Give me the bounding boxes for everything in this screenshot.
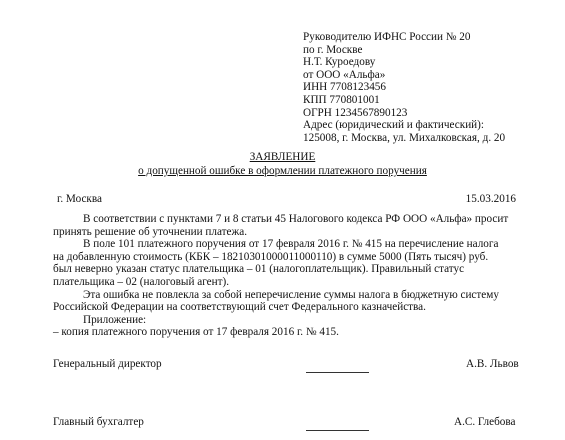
attachment-heading: Приложение: <box>83 313 147 326</box>
document-body <box>53 213 523 339</box>
document-subtitle: о допущенной ошибке в оформлении платежного поручения <box>138 165 427 177</box>
addressee-line: КПП 770801001 <box>303 93 380 106</box>
addressee-block <box>303 31 558 144</box>
document-city: г. Москва <box>57 193 102 205</box>
body-line: В соответствии с пунктами 7 и 8 статьи 45 Налогового кодекса РФ ООО «Альфа» просит <box>83 213 509 225</box>
body-line: принять решение об уточнении платежа. <box>53 225 248 238</box>
accountant-signature-line <box>306 430 369 431</box>
document-title-row <box>0 151 565 164</box>
body-line: Эта ошибка не повлекла за собой неперечисление суммы налога в бюджетную систему <box>83 288 499 301</box>
addressee-line: Адрес (юридический и фактический): <box>303 119 485 132</box>
document-title: ЗАЯВЛЕНИЕ <box>249 151 316 163</box>
document-date: 15.03.2016 <box>465 193 516 205</box>
addressee-line: ИНН 7708123456 <box>303 81 386 94</box>
addressee-line: ОГРН 1234567890123 <box>303 106 408 119</box>
addressee-line: Н.Т. Куроедову <box>303 56 376 69</box>
body-line: В поле 101 платежного поручения от 17 февраля 2016 г. № 415 на перечисление налога <box>83 238 499 251</box>
addressee-line: 125008, г. Москва, ул. Михалковская, д. 20 <box>303 131 506 144</box>
body-line: Российской Федерации на соответствующий счет Федерального казначейства. <box>53 301 426 314</box>
body-line: был неверно указан статус плательщика – 01 (налогоплательщик). Правильный статус <box>53 263 465 276</box>
addressee-line: от ООО «Альфа» <box>303 68 386 81</box>
director-name: А.В. Львов <box>466 358 519 370</box>
accountant-title: Главный бухгалтер <box>53 416 144 428</box>
addressee-line: Руководителю ИФНС России № 20 <box>303 31 471 43</box>
body-line: на добавленную стоимость (КБК – 18210301000011000110) в сумме 5000 (Пять тысяч) руб. <box>53 250 489 263</box>
body-line: плательщика – 02 (налоговый агент). <box>53 275 230 288</box>
document-subtitle-row <box>0 165 565 178</box>
director-title: Генеральный директор <box>53 358 162 370</box>
accountant-name: А.С. Глебова <box>454 416 516 428</box>
addressee-line: по г. Москве <box>303 43 363 56</box>
director-signature-line <box>306 372 369 373</box>
attachment-item: – копия платежного поручения от 17 февраля 2016 г. № 415. <box>53 326 339 339</box>
